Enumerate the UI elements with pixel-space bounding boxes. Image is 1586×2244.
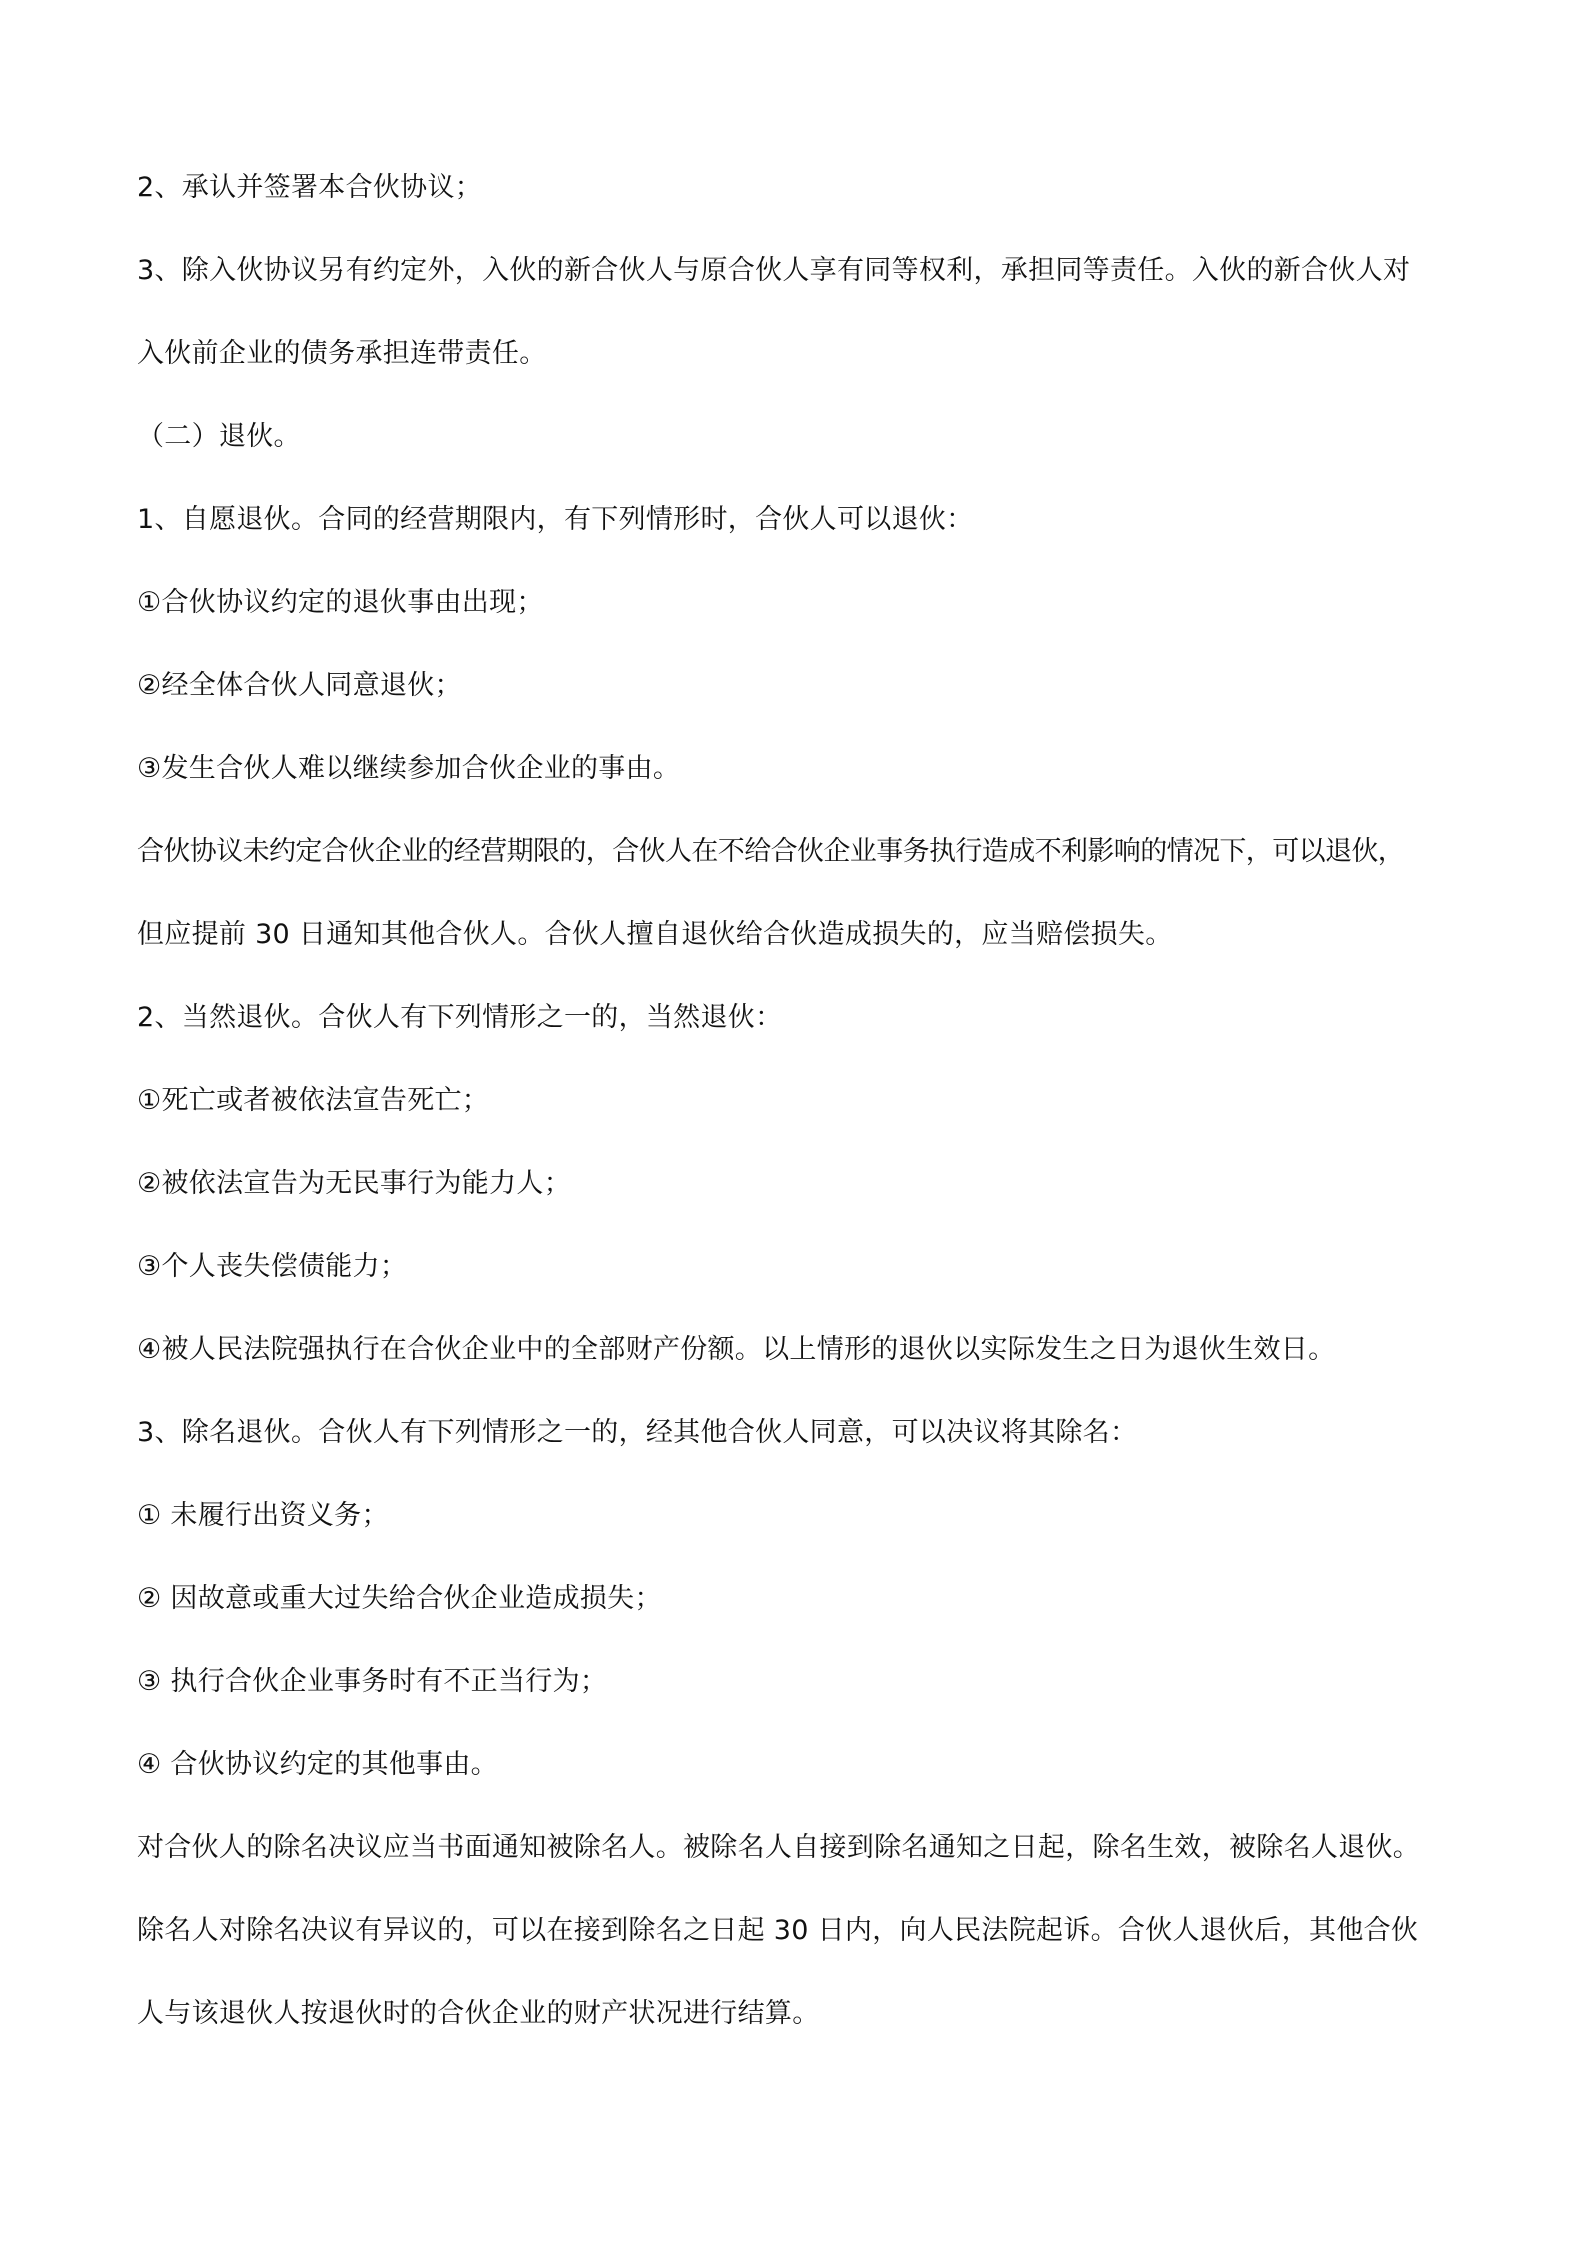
clause-3-equal-rights: 3、除入伙协议另有约定外，入伙的新合伙人与原合伙人享有同等权利，承担同等责任。入伙的新合伙人对 xyxy=(137,255,1411,286)
automatic-item-4: ④被人民法院强执行在合伙企业中的全部财产份额。以上情形的退伙以实际发生之日为退伙生效日。 xyxy=(137,1334,1336,1365)
clause-3-equal-rights-cont: 入伙前企业的债务承担连带责任。 xyxy=(137,338,547,369)
voluntary-note-cont: 但应提前 30 日通知其他合伙人。合伙人擅自退伙给合伙造成损失的，应当赔偿损失。 xyxy=(137,919,1173,950)
expulsion-item-1: ① 未履行出资义务； xyxy=(137,1500,389,1531)
expulsion-note-cont: 除名人对除名决议有异议的，可以在接到除名之日起 30 日内，向人民法院起诉。合伙人退伙后，其他合伙 xyxy=(137,1915,1419,1946)
expulsion-item-3: ③ 执行合伙企业事务时有不正当行为； xyxy=(137,1666,608,1697)
expulsion-note-end: 人与该退伙人按退伙时的合伙企业的财产状况进行结算。 xyxy=(137,1998,820,2029)
clause-2-automatic-withdrawal: 2、当然退伙。合伙人有下列情形之一的，当然退伙： xyxy=(137,1002,783,1033)
voluntary-note: 合伙协议未约定合伙企业的经营期限的，合伙人在不给合伙企业事务执行造成不利影响的情况下，可以退伙， xyxy=(137,836,1405,867)
voluntary-item-1: ①合伙协议约定的退伙事由出现； xyxy=(137,587,544,618)
voluntary-item-2: ②经全体合伙人同意退伙； xyxy=(137,670,462,701)
expulsion-item-4: ④ 合伙协议约定的其他事由。 xyxy=(137,1749,498,1780)
expulsion-note: 对合伙人的除名决议应当书面通知被除名人。被除名人自接到除名通知之日起，除名生效，被除名人退伙。 xyxy=(137,1832,1421,1863)
section-heading-withdrawal: （二）退伙。 xyxy=(137,421,301,452)
clause-2-sign-agreement: 2、承认并签署本合伙协议； xyxy=(137,172,483,203)
expulsion-item-2: ② 因故意或重大过失给合伙企业造成损失； xyxy=(137,1583,662,1614)
automatic-item-2: ②被依法宣告为无民事行为能力人； xyxy=(137,1168,572,1199)
clause-3-expulsion: 3、除名退伙。合伙人有下列情形之一的，经其他合伙人同意，可以决议将其除名： xyxy=(137,1417,1138,1448)
automatic-item-3: ③个人丧失偿债能力； xyxy=(137,1251,408,1282)
clause-1-voluntary-withdrawal: 1、自愿退伙。合同的经营期限内，有下列情形时，合伙人可以退伙： xyxy=(137,504,974,535)
voluntary-item-3: ③发生合伙人难以继续参加合伙企业的事由。 xyxy=(137,753,681,784)
automatic-item-1: ①死亡或者被依法宣告死亡； xyxy=(137,1085,490,1116)
